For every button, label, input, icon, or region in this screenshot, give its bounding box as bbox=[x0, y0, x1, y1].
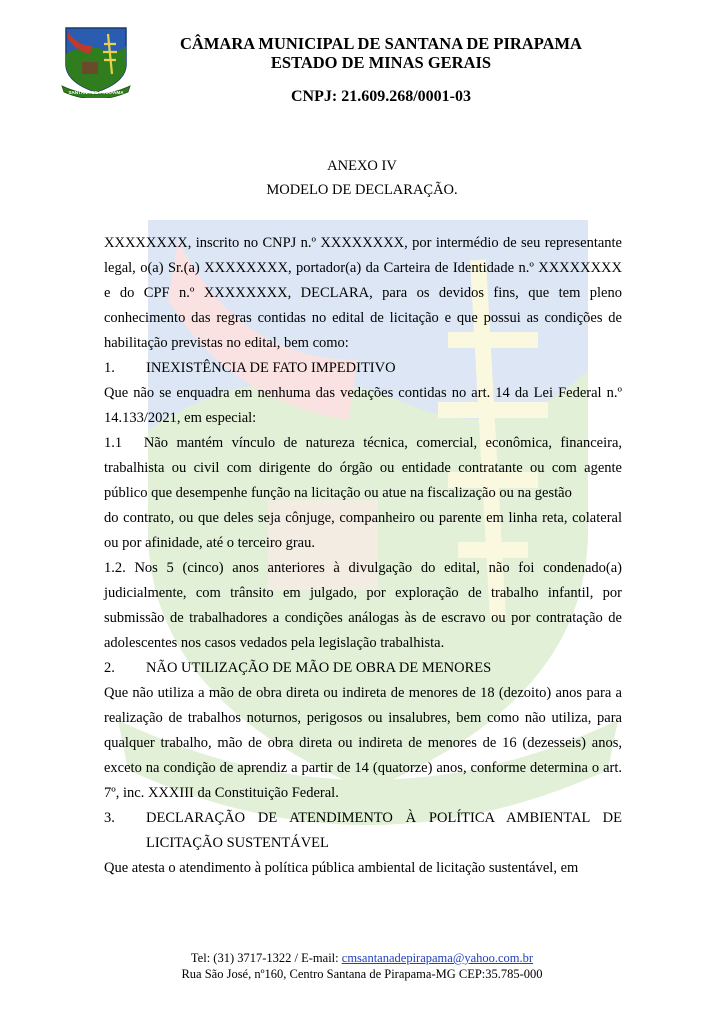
logo-ribbon-text: SANTANA DE PIRAPAMA bbox=[68, 90, 124, 95]
section-2-heading bbox=[104, 656, 622, 681]
intro-paragraph: XXXXXXXX, inscrito no CNPJ n.º XXXXXXXX, por intermédio de seu representante legal, o(a) Sr.(a) XXXXXXXX, portador(a) da Carteira de Identidade n.º XXXXXXXX e do CPF n.º XXXXXXXX, DECLARA, para os devidos fins, que tem pleno conhecimento das regras contidas no edital de licitação e que possui as condições de habilitação previstas no edital, bem como: bbox=[104, 235, 622, 351]
section-3-number: 3. bbox=[104, 810, 115, 826]
footer-address: Rua São José, nº160, Centro Santana de Pirapama-MG CEP:35.785-000 bbox=[181, 967, 543, 981]
footer-phone: Tel: (31) 3717-1322 / E-mail: bbox=[190, 951, 342, 965]
section-1-text: Que não se enquadra em nenhuma das vedações contidas no art. 14 da Lei Federal n.º 14.133/2021, em especial: bbox=[104, 385, 622, 426]
item-1-1-text-b: do contrato, ou que deles seja cônjuge, companheiro ou parente em linha reta, colateral ou por afinidade, até o terceiro grau. bbox=[104, 510, 622, 551]
section-1-heading bbox=[104, 356, 622, 381]
section-3-text: Que atesta o atendimento à política pública ambiental de licitação sustentável, em bbox=[104, 860, 579, 876]
section-2-title: NÃO UTILIZAÇÃO DE MÃO DE OBRA DE MENORES bbox=[146, 660, 492, 676]
footer-email-link[interactable]: cmsantanadepirapama@yahoo.com.br bbox=[341, 951, 534, 965]
header-cnpj: CNPJ: 21.609.268/0001-03 bbox=[291, 88, 471, 105]
declaration-model-title: MODELO DE DECLARAÇÃO. bbox=[266, 182, 458, 198]
annex-title: ANEXO IV bbox=[327, 158, 397, 174]
section-2-number: 2. bbox=[104, 660, 115, 676]
section-3-heading bbox=[104, 806, 622, 856]
header-state: ESTADO DE MINAS GERAIS bbox=[270, 53, 492, 72]
item-1-1-text-a: 1.1 Não mantém vínculo de natureza técnica, comercial, econômica, financeira, trabalhista ou civil com dirigente do órgão ou entidade contratante ou com agente público que desempenhe função na licitação ou atue na fiscalização ou na gestão bbox=[104, 435, 622, 501]
section-1-title: INEXISTÊNCIA DE FATO IMPEDITIVO bbox=[146, 360, 396, 376]
section-1-number: 1. bbox=[104, 360, 115, 376]
coat-of-arms-logo bbox=[56, 24, 136, 98]
declaration-body bbox=[104, 231, 622, 881]
header-institution: CÂMARA MUNICIPAL DE SANTANA DE PIRAPAMA bbox=[180, 34, 582, 53]
section-2-text: Que não utiliza a mão de obra direta ou indireta de menores de 18 (dezoito) anos para a realização de trabalhos noturnos, perigosos ou insalubres, bem como não utiliza, para qualquer trabalho, mão de obra direta ou indireta de menores de 16 (dezesseis) anos, exceto na condição de aprendiz a partir de 14 (quatorze) anos, conforme determina o art. 7º, inc. XXXIII da Constituição Federal. bbox=[104, 685, 622, 801]
footer-contact bbox=[0, 951, 724, 966]
item-1-2-text: 1.2. Nos 5 (cinco) anos anteriores à divulgação do edital, não foi condenado(a) judicialmente, com trânsito em julgado, por exploração de trabalho infantil, por submissão de trabalhadores a condições análogas às de escravo ou por contratação de adolescentes nos casos vedados pela legislação trabalhista. bbox=[104, 560, 622, 651]
section-3-title: DECLARAÇÃO DE ATENDIMENTO À POLÍTICA AMBIENTAL DE LICITAÇÃO SUSTENTÁVEL bbox=[146, 810, 622, 851]
